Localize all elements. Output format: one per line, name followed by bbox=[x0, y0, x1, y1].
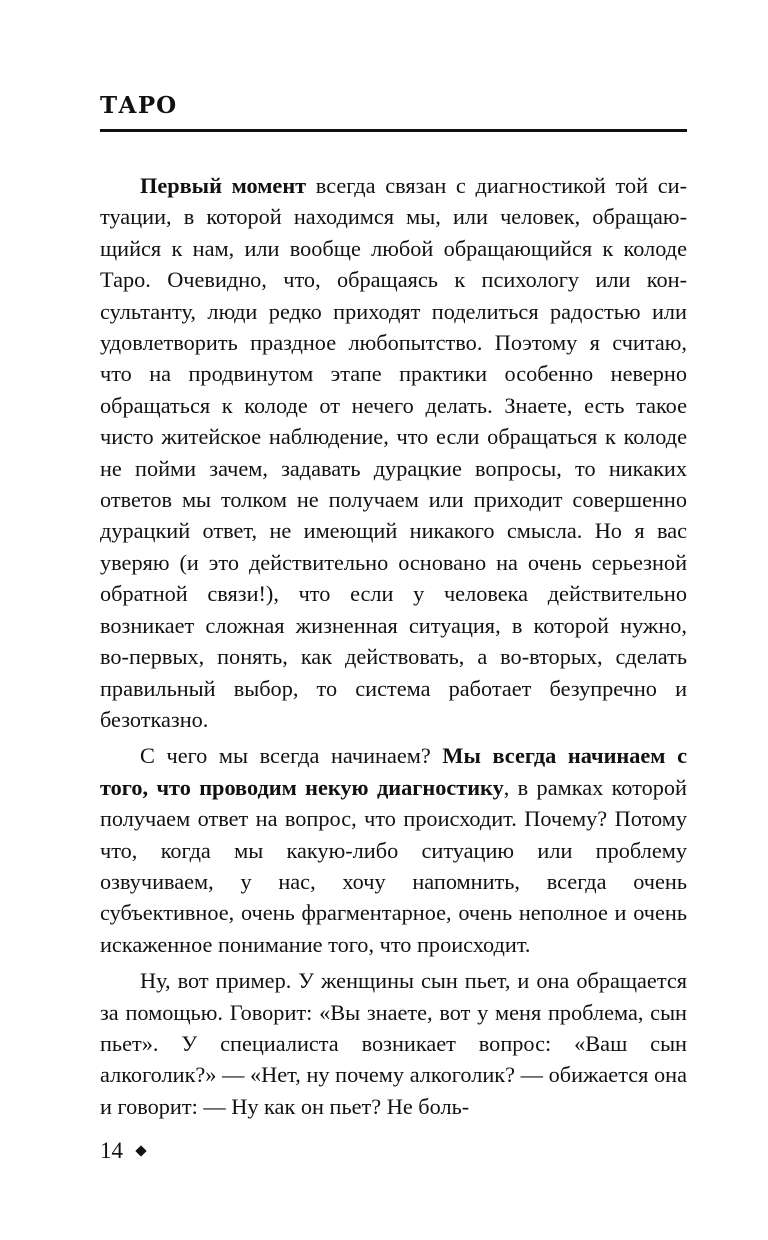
paragraph-1 bbox=[100, 170, 687, 735]
text-run: С чего мы всегда начинаем? bbox=[140, 743, 443, 769]
page-number: 14 bbox=[100, 1138, 123, 1163]
text-run: всегда связан с диагностикой той ситуации, в которой находимся мы, или человек, обращающийся к нам, или вообще любой обращающийся к колоде Таро. Очевидно, что, обращаясь к психологу или консультанту, люди редко приходят поделиться радостью или удовлетворить праздное любопытство. Поэтому я считаю, что на продвинутом этапе практики особенно неверно обращаться к колоде от нечего делать. Знаете, есть такое чисто житейское наблюдение, что если обращаться к колоде не пойми зачем, задавать дурацкие вопросы, то никаких ответов мы толком не получаем или приходит совершенно дурацкий ответ, не имеющий никакого смысла. Но я вас уверяю (и это действительно основано на очень серьезной обратной связи!), что если у человека действительно возникает сложная жизненная ситуация, в которой нужно, во-первых, понять, как действовать, а во-вторых, сделать правильный выбор, то система работает безупречно и безотказно. bbox=[100, 173, 687, 732]
header-rule bbox=[100, 129, 687, 132]
bold-run: Мы всегда начинаем с того, что проводим некую диагностику bbox=[100, 743, 688, 800]
running-head-title: ТАРО bbox=[100, 92, 178, 119]
bold-run: Первый момент bbox=[140, 173, 307, 198]
paragraph-3 bbox=[100, 965, 687, 1122]
page-footer bbox=[100, 1138, 145, 1164]
page-body bbox=[100, 170, 687, 1127]
text-run: Ну, вот пример. У женщины сын пьет, и она обращается за помощью. Говорит: «Вы знаете, вот у меня проблема, сын пьет». У специалиста возникает вопрос: «Ваш сын алкоголик?» — «Нет, ну почему алкоголик? — обижается она и говорит: — Ну как он пьет? Не боль- bbox=[100, 968, 687, 1119]
text-run: , в рамках которой получаем ответ на вопрос, что происходит. Почему? Потому что, когда мы какую-либо ситуацию или проблему озвучиваем, у нас, хочу напомнить, всегда очень субъективное, очень фрагментарное, очень неполное и очень искаженное понимание того, что происходит. bbox=[100, 774, 687, 957]
paragraph-2 bbox=[100, 740, 687, 960]
diamond-ornament-icon bbox=[135, 1145, 146, 1156]
